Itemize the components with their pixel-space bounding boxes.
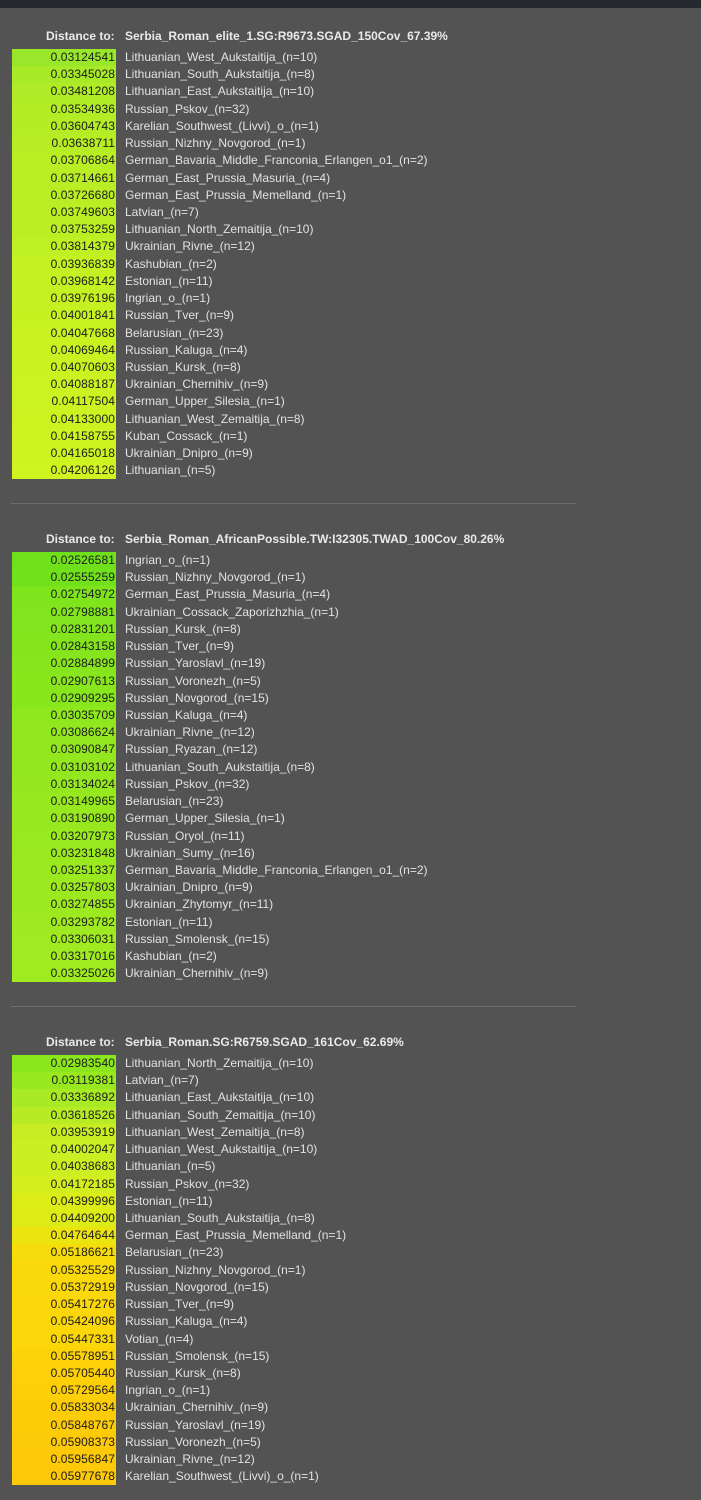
table-row (0, 655, 701, 672)
distance-value-cell: 0.03257803 (12, 879, 116, 896)
population-name: Russian_Kaluga_(n=4) (125, 707, 248, 722)
population-name: Ukrainian_Chernihiv_(n=9) (125, 377, 269, 392)
population-name: Russian_Tver_(n=9) (125, 308, 235, 323)
table-row (0, 810, 701, 827)
distance-value-cell: 0.05447331 (12, 1331, 116, 1348)
table-row (0, 690, 701, 707)
distance-value-cell: 0.05417276 (12, 1296, 116, 1313)
distance-value-cell: 0.03124541 (12, 49, 116, 66)
table-row (0, 1279, 701, 1296)
table-row (0, 1417, 701, 1434)
distance-label: Distance to: (46, 1035, 115, 1049)
population-name: Lithuanian_West_Zemaitija_(n=8) (125, 1124, 305, 1139)
population-name: Kashubian_(n=2) (125, 256, 217, 271)
population-name: Ukrainian_Rivne_(n=12) (125, 1452, 255, 1467)
population-name: Ukrainian_Dnipro_(n=9) (125, 446, 253, 461)
distance-value-cell: 0.03035709 (12, 707, 116, 724)
table-row (0, 1382, 701, 1399)
distance-value-cell: 0.04165018 (12, 445, 116, 462)
population-name: Russian_Kursk_(n=8) (125, 621, 241, 636)
table-row (0, 1348, 701, 1365)
table-row (0, 342, 701, 359)
table-row (0, 49, 701, 66)
table-row (0, 707, 701, 724)
population-name: Lithuanian_(n=5) (125, 463, 216, 478)
distance-value-cell: 0.04117504 (12, 393, 116, 410)
distance-value-cell: 0.05186621 (12, 1244, 116, 1261)
table-row (0, 428, 701, 445)
distance-value-cell: 0.03481208 (12, 83, 116, 100)
table-row (0, 1365, 701, 1382)
distance-value-cell: 0.03251337 (12, 862, 116, 879)
population-name: Lithuanian_West_Zemaitija_(n=8) (125, 411, 305, 426)
table-row (0, 724, 701, 741)
distance-value-cell: 0.05729564 (12, 1382, 116, 1399)
distance-value-cell: 0.03336892 (12, 1089, 116, 1106)
distance-value-cell: 0.02831201 (12, 621, 116, 638)
table-row (0, 1468, 701, 1485)
distance-value-cell: 0.04206126 (12, 462, 116, 479)
population-name: Russian_Tver_(n=9) (125, 1297, 235, 1312)
distance-value-cell: 0.03706864 (12, 152, 116, 169)
table-row (0, 1434, 701, 1451)
population-name: Russian_Kursk_(n=8) (125, 359, 241, 374)
population-name: Ukrainian_Cossack_Zaporizhzhia_(n=1) (125, 604, 339, 619)
table-row (0, 879, 701, 896)
distance-label: Distance to: (46, 532, 115, 546)
table-row (0, 83, 701, 100)
distance-value-cell: 0.04409200 (12, 1210, 116, 1227)
distance-value-cell: 0.03149965 (12, 793, 116, 810)
table-row (0, 914, 701, 931)
table-row (0, 673, 701, 690)
population-name: Lithuanian_North_Zemaitija_(n=10) (125, 222, 314, 237)
table-row (0, 1244, 701, 1261)
table-row (0, 273, 701, 290)
table-row (0, 101, 701, 118)
distance-value-cell: 0.05578951 (12, 1348, 116, 1365)
distance-value-cell: 0.05833034 (12, 1399, 116, 1416)
distance-value-cell: 0.03190890 (12, 810, 116, 827)
population-name: Russian_Yaroslavl_(n=19) (125, 1417, 266, 1432)
population-name: Ukrainian_Sumy_(n=16) (125, 845, 255, 860)
population-name: Ukrainian_Chernihiv_(n=9) (125, 1400, 269, 1415)
population-name: Lithuanian_West_Aukstaitija_(n=10) (125, 50, 318, 64)
population-name: Ukrainian_Chernihiv_(n=9) (125, 966, 269, 981)
table-row (0, 621, 701, 638)
distance-value-cell: 0.02909295 (12, 690, 116, 707)
distance-value-cell: 0.02843158 (12, 638, 116, 655)
distance-value-cell: 0.03753259 (12, 221, 116, 238)
population-name: Lithuanian_West_Aukstaitija_(n=10) (125, 1142, 318, 1157)
distance-value-cell: 0.02983540 (12, 1055, 116, 1072)
table-row (0, 586, 701, 603)
population-name: Estonian_(n=11) (125, 1193, 213, 1208)
population-name: Russian_Smolensk_(n=15) (125, 1348, 270, 1363)
table-row (0, 393, 701, 410)
distance-value-cell: 0.04172185 (12, 1176, 116, 1193)
population-name: Ukrainian_Rivne_(n=12) (125, 725, 255, 740)
table-row (0, 604, 701, 621)
table-row (0, 118, 701, 135)
population-name: Ingrian_o_(n=1) (125, 1383, 211, 1398)
population-name: Latvian_(n=7) (125, 204, 199, 219)
distance-value-cell: 0.03293782 (12, 914, 116, 931)
population-name: Russian_Novgorod_(n=15) (125, 690, 269, 705)
distance-value-cell: 0.02526581 (12, 552, 116, 569)
distance-value-cell: 0.03976196 (12, 290, 116, 307)
population-name: Ukrainian_Zhytomyr_(n=11) (125, 897, 274, 912)
population-name: Votian_(n=4) (125, 1331, 194, 1346)
population-name: Lithuanian_East_Aukstaitija_(n=10) (125, 1090, 315, 1105)
population-name: Belarusian_(n=23) (125, 794, 224, 809)
distance-value-cell: 0.03726680 (12, 187, 116, 204)
distance-value-cell: 0.05372919 (12, 1279, 116, 1296)
distance-value-cell: 0.04764644 (12, 1227, 116, 1244)
population-name: Russian_Oryol_(n=11) (125, 828, 245, 843)
population-name: Russian_Pskov_(n=32) (125, 101, 250, 116)
table-row (0, 462, 701, 479)
population-name: Russian_Tver_(n=9) (125, 639, 235, 654)
distance-value-cell: 0.04088187 (12, 376, 116, 393)
distance-value-cell: 0.03086624 (12, 724, 116, 741)
distance-value-cell: 0.02754972 (12, 586, 116, 603)
distance-value-cell: 0.03638711 (12, 135, 116, 152)
table-row (0, 1399, 701, 1416)
top-bar (0, 0, 701, 8)
population-name: Russian_Voronezh_(n=5) (125, 1434, 261, 1449)
population-name: Russian_Kaluga_(n=4) (125, 1314, 248, 1329)
table-row (0, 256, 701, 273)
table-row (0, 1072, 701, 1089)
population-name: Russian_Pskov_(n=32) (125, 1176, 250, 1191)
target-sample-name: Serbia_Roman_AfricanPossible.TW:I32305.TWAD_100Cov_80.26% (125, 532, 505, 546)
population-name: Russian_Voronezh_(n=5) (125, 673, 261, 688)
table-row (0, 325, 701, 342)
population-name: Karelian_Southwest_(Livvi)_o_(n=1) (125, 1469, 319, 1484)
population-name: German_East_Prussia_Memelland_(n=1) (125, 1228, 347, 1243)
table-row (0, 1107, 701, 1124)
distance-value-cell: 0.03325026 (12, 965, 116, 982)
table-row (0, 1089, 701, 1106)
population-name: German_East_Prussia_Masuria_(n=4) (125, 170, 331, 185)
table-row (0, 1124, 701, 1141)
population-name: Russian_Kursk_(n=8) (125, 1365, 241, 1380)
table-row (0, 221, 701, 238)
population-name: Belarusian_(n=23) (125, 325, 224, 340)
distance-value-cell: 0.04002047 (12, 1141, 116, 1158)
population-name: Russian_Nizhny_Novgorod_(n=1) (125, 570, 306, 585)
distance-value-cell: 0.02798881 (12, 604, 116, 621)
distance-value-cell: 0.05977678 (12, 1468, 116, 1485)
table-row (0, 170, 701, 187)
table-row (0, 1193, 701, 1210)
population-name: German_Bavaria_Middle_Franconia_Erlangen_o1_(n=2) (125, 862, 428, 877)
distance-value-cell: 0.04399996 (12, 1193, 116, 1210)
distance-value-cell: 0.03317016 (12, 948, 116, 965)
population-name: German_Upper_Silesia_(n=1) (125, 811, 285, 826)
table-row (0, 862, 701, 879)
distance-value-cell: 0.03274855 (12, 896, 116, 913)
distance-value-cell: 0.03749603 (12, 204, 116, 221)
population-name: Estonian_(n=11) (125, 273, 213, 288)
distance-value-cell: 0.03936839 (12, 256, 116, 273)
population-name: Lithuanian_(n=5) (125, 1159, 216, 1174)
population-name: Lithuanian_South_Zemaitija_(n=10) (125, 1107, 316, 1122)
distance-value-cell: 0.04047668 (12, 325, 116, 342)
table-row (0, 359, 701, 376)
population-name: Belarusian_(n=23) (125, 1245, 224, 1260)
distance-value-cell: 0.05325529 (12, 1262, 116, 1279)
distance-value-cell: 0.03604743 (12, 118, 116, 135)
table-row (0, 1158, 701, 1175)
distance-value-cell: 0.03103102 (12, 759, 116, 776)
distance-value-cell: 0.02884899 (12, 655, 116, 672)
distance-value-cell: 0.03090847 (12, 741, 116, 758)
distance-value-cell: 0.03306031 (12, 931, 116, 948)
table-row (0, 793, 701, 810)
distance-value-cell: 0.02907613 (12, 673, 116, 690)
population-name: Estonian_(n=11) (125, 914, 213, 929)
population-name: Russian_Novgorod_(n=15) (125, 1279, 269, 1294)
distance-value-cell: 0.05705440 (12, 1365, 116, 1382)
distance-value-cell: 0.03231848 (12, 845, 116, 862)
table-row (0, 307, 701, 324)
population-name: Russian_Smolensk_(n=15) (125, 931, 270, 946)
table-row (0, 1296, 701, 1313)
table-row (0, 1331, 701, 1348)
population-name: Lithuanian_South_Aukstaitija_(n=8) (125, 1210, 315, 1225)
table-row (0, 741, 701, 758)
distance-value-cell: 0.03814379 (12, 238, 116, 255)
table-row (0, 290, 701, 307)
table-row (0, 552, 701, 569)
table-row (0, 376, 701, 393)
table-row (0, 759, 701, 776)
distance-value-cell: 0.05424096 (12, 1313, 116, 1330)
table-row (0, 1210, 701, 1227)
distance-value-cell: 0.03207973 (12, 828, 116, 845)
table-row (0, 135, 701, 152)
distance-value-cell: 0.04133000 (12, 411, 116, 428)
population-name: German_Bavaria_Middle_Franconia_Erlangen_o1_(n=2) (125, 153, 428, 168)
table-row (0, 187, 701, 204)
distance-value-cell: 0.05908373 (12, 1434, 116, 1451)
table-row (0, 776, 701, 793)
population-name: Lithuanian_East_Aukstaitija_(n=10) (125, 84, 315, 99)
table-row (0, 965, 701, 982)
distance-value-cell: 0.04070603 (12, 359, 116, 376)
population-name: Russian_Yaroslavl_(n=19) (125, 656, 266, 671)
population-name: Kuban_Cossack_(n=1) (125, 428, 248, 443)
distance-value-cell: 0.03968142 (12, 273, 116, 290)
population-name: Latvian_(n=7) (125, 1073, 199, 1088)
table-row (0, 638, 701, 655)
population-name: Karelian_Southwest_(Livvi)_o_(n=1) (125, 118, 319, 133)
distance-value-cell: 0.05956847 (12, 1451, 116, 1468)
table-row (0, 66, 701, 83)
table-row (0, 152, 701, 169)
distance-value-cell: 0.04001841 (12, 307, 116, 324)
table-row (0, 948, 701, 965)
population-name: German_Upper_Silesia_(n=1) (125, 394, 285, 409)
distance-value-cell: 0.04158755 (12, 428, 116, 445)
distance-value-cell: 0.03953919 (12, 1124, 116, 1141)
table-row (0, 845, 701, 862)
table-row (0, 1262, 701, 1279)
distance-value-cell: 0.03119381 (12, 1072, 116, 1089)
distance-label: Distance to: (46, 29, 115, 43)
population-name: Russian_Kaluga_(n=4) (125, 342, 248, 357)
table-row (0, 1141, 701, 1158)
population-name: Russian_Nizhny_Novgorod_(n=1) (125, 136, 306, 151)
population-name: Lithuanian_North_Zemaitija_(n=10) (125, 1056, 314, 1070)
table-row (0, 1055, 701, 1072)
table-row (0, 569, 701, 586)
table-row (0, 1176, 701, 1193)
target-sample-name: Serbia_Roman_elite_1.SG:R9673.SGAD_150Cov_67.39% (125, 29, 448, 43)
distance-value-cell: 0.02555259 (12, 569, 116, 586)
table-row (0, 238, 701, 255)
distance-value-cell: 0.05848767 (12, 1417, 116, 1434)
table-row (0, 204, 701, 221)
table-row (0, 411, 701, 428)
population-name: Lithuanian_South_Aukstaitija_(n=8) (125, 67, 315, 82)
population-name: German_East_Prussia_Masuria_(n=4) (125, 587, 331, 602)
distance-value-cell: 0.03534936 (12, 101, 116, 118)
table-row (0, 445, 701, 462)
target-sample-name: Serbia_Roman.SG:R6759.SGAD_161Cov_62.69% (125, 1035, 404, 1049)
distance-value-cell: 0.03714661 (12, 170, 116, 187)
population-name: Kashubian_(n=2) (125, 949, 217, 964)
population-name: Ukrainian_Rivne_(n=12) (125, 239, 255, 254)
population-name: Ukrainian_Dnipro_(n=9) (125, 880, 253, 895)
table-row (0, 1451, 701, 1468)
population-name: Russian_Pskov_(n=32) (125, 776, 250, 791)
section-divider (11, 1006, 576, 1007)
table-row (0, 1227, 701, 1244)
distance-value-cell: 0.03618526 (12, 1107, 116, 1124)
table-row (0, 1313, 701, 1330)
distance-value-cell: 0.03134024 (12, 776, 116, 793)
table-row (0, 931, 701, 948)
distance-value-cell: 0.04038683 (12, 1158, 116, 1175)
section-divider (11, 503, 576, 504)
population-name: Ingrian_o_(n=1) (125, 291, 211, 306)
population-name: Ingrian_o_(n=1) (125, 553, 211, 567)
population-name: Russian_Nizhny_Novgorod_(n=1) (125, 1262, 306, 1277)
table-row (0, 828, 701, 845)
population-name: Lithuanian_South_Aukstaitija_(n=8) (125, 759, 315, 774)
population-name: German_East_Prussia_Memelland_(n=1) (125, 187, 347, 202)
table-row (0, 896, 701, 913)
population-name: Russian_Ryazan_(n=12) (125, 742, 258, 757)
distance-value-cell: 0.03345028 (12, 66, 116, 83)
distance-value-cell: 0.04069464 (12, 342, 116, 359)
